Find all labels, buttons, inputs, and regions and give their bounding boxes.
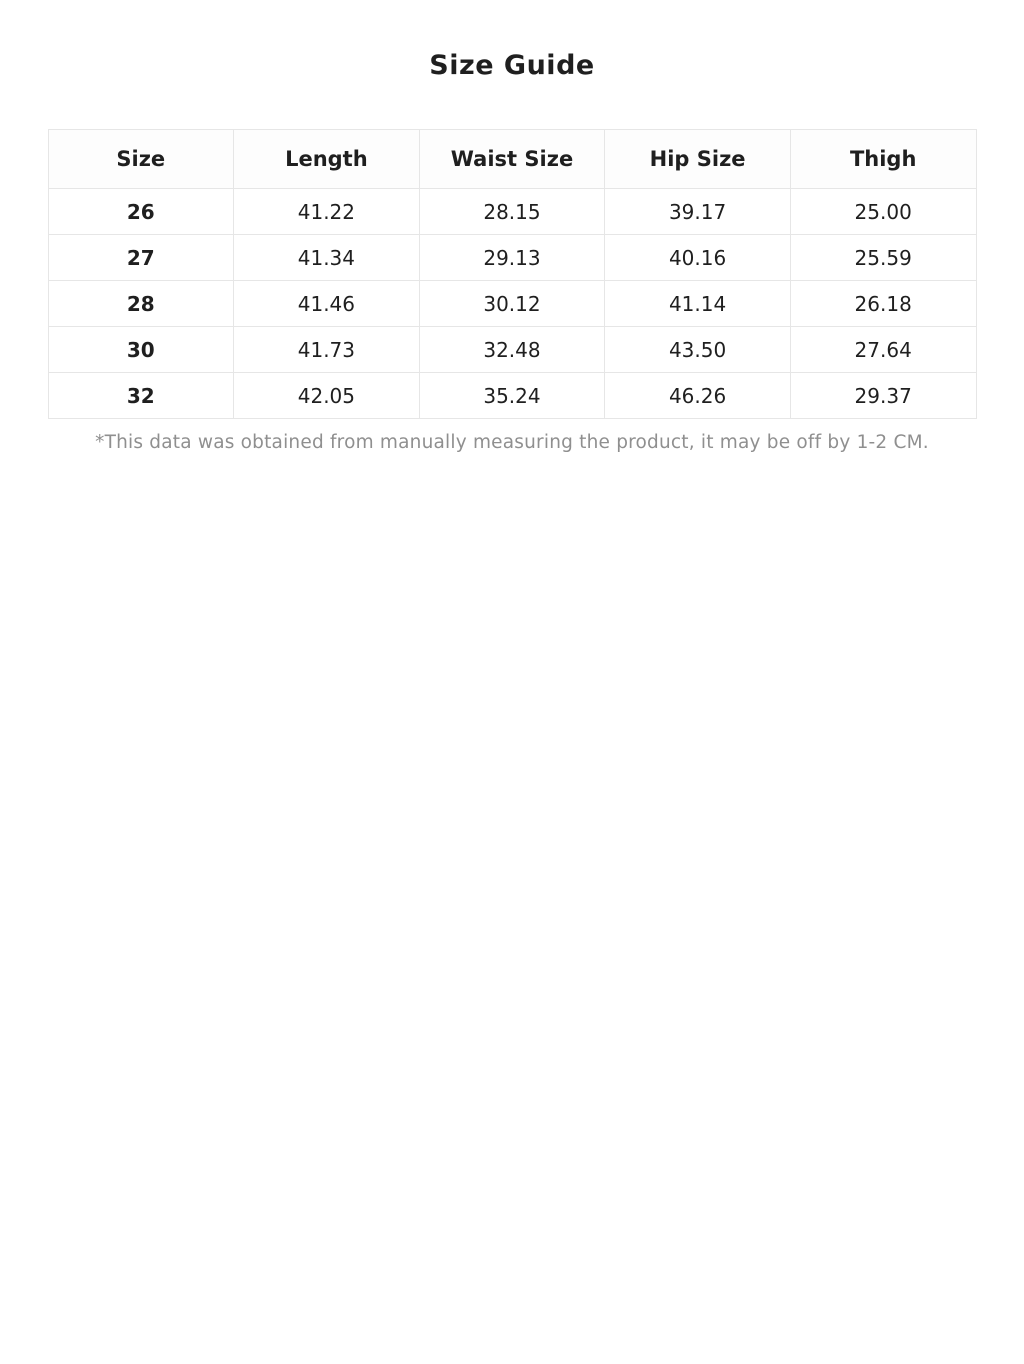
table-cell: 41.22 bbox=[234, 189, 420, 235]
table-cell: 39.17 bbox=[605, 189, 791, 235]
size-cell: 27 bbox=[48, 235, 234, 281]
table-header-row bbox=[48, 130, 976, 189]
table-row bbox=[48, 235, 976, 281]
page-title: Size Guide bbox=[429, 50, 595, 81]
table-cell: 30.12 bbox=[419, 281, 605, 327]
column-header-thigh: Thigh bbox=[790, 130, 976, 189]
table-row bbox=[48, 189, 976, 235]
size-cell: 32 bbox=[48, 373, 234, 419]
table-cell: 40.16 bbox=[605, 235, 791, 281]
measurement-disclaimer: *This data was obtained from manually measuring the product, it may be off by 1-2 CM. bbox=[95, 432, 929, 453]
table-cell: 28.15 bbox=[419, 189, 605, 235]
table-cell: 41.46 bbox=[234, 281, 420, 327]
table-row bbox=[48, 373, 976, 419]
size-guide-table bbox=[48, 129, 977, 419]
table-cell: 41.73 bbox=[234, 327, 420, 373]
table-cell: 42.05 bbox=[234, 373, 420, 419]
table-row bbox=[48, 327, 976, 373]
table-cell: 32.48 bbox=[419, 327, 605, 373]
table-cell: 43.50 bbox=[605, 327, 791, 373]
table-cell: 29.13 bbox=[419, 235, 605, 281]
column-header-size: Size bbox=[48, 130, 234, 189]
table-cell: 27.64 bbox=[790, 327, 976, 373]
table-cell: 46.26 bbox=[605, 373, 791, 419]
table-cell: 29.37 bbox=[790, 373, 976, 419]
column-header-length: Length bbox=[234, 130, 420, 189]
table-cell: 25.59 bbox=[790, 235, 976, 281]
table-cell: 35.24 bbox=[419, 373, 605, 419]
table-row bbox=[48, 281, 976, 327]
table-header bbox=[48, 130, 976, 189]
table-cell: 25.00 bbox=[790, 189, 976, 235]
size-cell: 28 bbox=[48, 281, 234, 327]
table-cell: 41.34 bbox=[234, 235, 420, 281]
table-body bbox=[48, 189, 976, 419]
column-header-waist-size: Waist Size bbox=[419, 130, 605, 189]
size-cell: 30 bbox=[48, 327, 234, 373]
table-cell: 41.14 bbox=[605, 281, 791, 327]
size-cell: 26 bbox=[48, 189, 234, 235]
column-header-hip-size: Hip Size bbox=[605, 130, 791, 189]
table-cell: 26.18 bbox=[790, 281, 976, 327]
